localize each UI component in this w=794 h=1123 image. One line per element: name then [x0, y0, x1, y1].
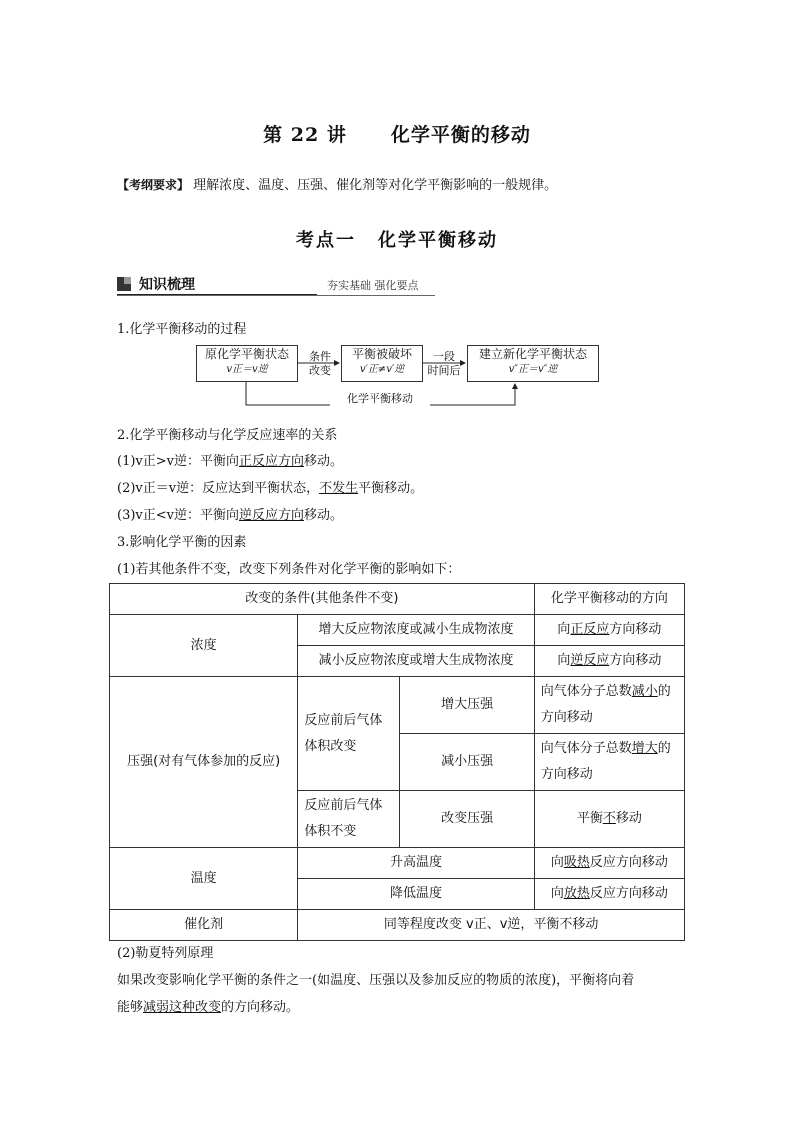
cell-press-increase-dir	[534, 677, 684, 734]
table-row	[110, 910, 685, 941]
heading-1: 1.化学平衡移动的过程	[117, 322, 247, 337]
cell-volume-same: 反应前后气体体积不变	[298, 791, 400, 848]
cell-answer: 吸热	[563, 855, 590, 870]
relation-3-post: 移动。	[304, 508, 344, 523]
heading-2: 2.化学平衡移动与化学反应速率的关系	[117, 428, 338, 443]
arrow2-bottom: 时间后	[427, 364, 461, 377]
cell-temp-up: 升高温度	[298, 848, 534, 879]
cell-catalyst-effect: 同等程度改变 v正、v逆，平衡不移动	[298, 910, 685, 941]
cell-text: 向	[557, 622, 571, 637]
cell-temp-down: 降低温度	[298, 879, 534, 910]
relation-3-answer: 逆反应方向	[239, 508, 305, 523]
paragraph-4-pre: 能够	[117, 1000, 144, 1015]
relation-1-pre: (1)v正>v逆：平衡向	[117, 454, 239, 469]
relation-1	[117, 450, 343, 469]
flow-box-broken-sub: v′正≠v′逆	[359, 364, 405, 375]
cell-volume-change: 反应前后气体体积改变	[298, 677, 400, 791]
table-row	[110, 848, 685, 879]
cell-answer: 不	[602, 811, 616, 826]
paragraph-2: (2)勒夏特列原理	[117, 946, 214, 961]
cell-catalyst: 催化剂	[110, 910, 298, 941]
cell-answer: 正反应	[570, 622, 610, 637]
flow-box-broken-title: 平衡被破坏	[351, 347, 412, 361]
loop-label: 化学平衡移动	[330, 392, 430, 406]
cell-text: 的方向移动	[540, 741, 671, 782]
cell-text: 的方向移动	[540, 684, 671, 725]
cell-text: 向	[550, 886, 564, 901]
cell-temp-up-dir	[534, 848, 684, 879]
cell-text: 向气体分子总数	[540, 741, 632, 756]
arrow2-top: 一段	[433, 350, 455, 363]
cell-press-decrease: 减小压强	[400, 734, 534, 791]
requirement-tag: 【考纲要求】	[117, 178, 190, 192]
relation-3	[117, 504, 343, 523]
relation-2-pre: (2)v正＝v逆：反应达到平衡状态，	[117, 481, 320, 496]
relation-1-answer: 正反应方向	[239, 454, 305, 469]
table-header-direction: 化学平衡移动的方向	[534, 584, 684, 615]
cell-answer: 放热	[563, 886, 590, 901]
relation-2-answer: 不发生	[319, 481, 359, 496]
cell-conc-increase-dir	[534, 615, 684, 646]
flow-box-new-title: 建立新化学平衡状态	[478, 347, 587, 361]
cell-temperature: 温度	[110, 848, 298, 910]
section-name: 化学平衡移动	[378, 230, 498, 251]
paragraph-4	[117, 996, 299, 1015]
cell-text: 向气体分子总数	[540, 684, 632, 699]
cell-answer: 减小	[631, 684, 658, 699]
cell-text: 向	[557, 653, 571, 668]
heading-3: 3.影响化学平衡的因素	[117, 535, 247, 550]
flow-box-new-sub: v″正＝v″逆	[508, 364, 558, 375]
table-row	[110, 584, 685, 615]
cell-text: 反应方向移动	[589, 855, 668, 870]
cell-conc-decrease: 减小反应物浓度或增大生成物浓度	[298, 646, 534, 677]
relation-1-post: 移动。	[304, 454, 344, 469]
flow-diagram	[0, 0, 794, 420]
cell-text: 反应方向移动	[589, 886, 668, 901]
section-number: 考点一	[296, 230, 356, 251]
cell-answer: 逆反应	[570, 653, 610, 668]
cell-text: 方向移动	[609, 653, 662, 668]
arrow1-top: 条件	[309, 350, 331, 363]
table-row	[110, 677, 685, 734]
table-row	[110, 615, 685, 646]
relation-2-post: 平衡移动。	[358, 481, 424, 496]
requirement-text: 理解浓度、温度、压强、催化剂等对化学平衡影响的一般规律。	[193, 178, 558, 193]
knowledge-label: 知识梳理	[139, 277, 195, 293]
flow-box-original-sub: v正＝v逆	[226, 364, 268, 375]
paragraph-4-post: 的方向移动。	[221, 1000, 300, 1015]
table-header-condition: 改变的条件(其他条件不变)	[110, 584, 535, 615]
knowledge-subtitle: 夯实基础 强化要点	[327, 279, 419, 292]
cell-text: 方向移动	[609, 622, 662, 637]
flow-arrows	[0, 0, 794, 420]
paragraph-4-answer: 减弱这种改变	[143, 1000, 222, 1015]
relation-3-pre: (3)v正<v逆：平衡向	[117, 508, 239, 523]
cell-press-decrease-dir	[534, 734, 684, 791]
cell-answer: 增大	[631, 741, 658, 756]
flow-box-original-title: 原化学平衡状态	[204, 347, 289, 361]
paragraph-1: (1)若其他条件不变，改变下列条件对化学平衡的影响如下：	[117, 562, 461, 577]
cell-text: 向	[550, 855, 564, 870]
factors-table	[109, 583, 685, 941]
cell-concentration: 浓度	[110, 615, 298, 677]
lesson-name: 化学平衡的移动	[390, 124, 531, 146]
paragraph-3: 如果改变影响化学平衡的条件之一(如温度、压强以及参加反应的物质的浓度)，平衡将向着	[117, 973, 635, 988]
relation-2	[117, 477, 423, 496]
arrow1-bottom: 改变	[309, 364, 331, 377]
cell-conc-increase: 增大反应物浓度或减小生成物浓度	[298, 615, 534, 646]
cell-text: 平衡	[576, 811, 603, 826]
cell-press-change: 改变压强	[400, 791, 534, 848]
lesson-number: 第 22 讲	[263, 124, 347, 146]
cell-press-change-dir	[534, 791, 684, 848]
cell-pressure: 压强(对有气体参加的反应)	[110, 677, 298, 848]
cell-press-increase: 增大压强	[400, 677, 534, 734]
cell-temp-down-dir	[534, 879, 684, 910]
cell-conc-decrease-dir	[534, 646, 684, 677]
cell-text: 移动	[615, 811, 642, 826]
